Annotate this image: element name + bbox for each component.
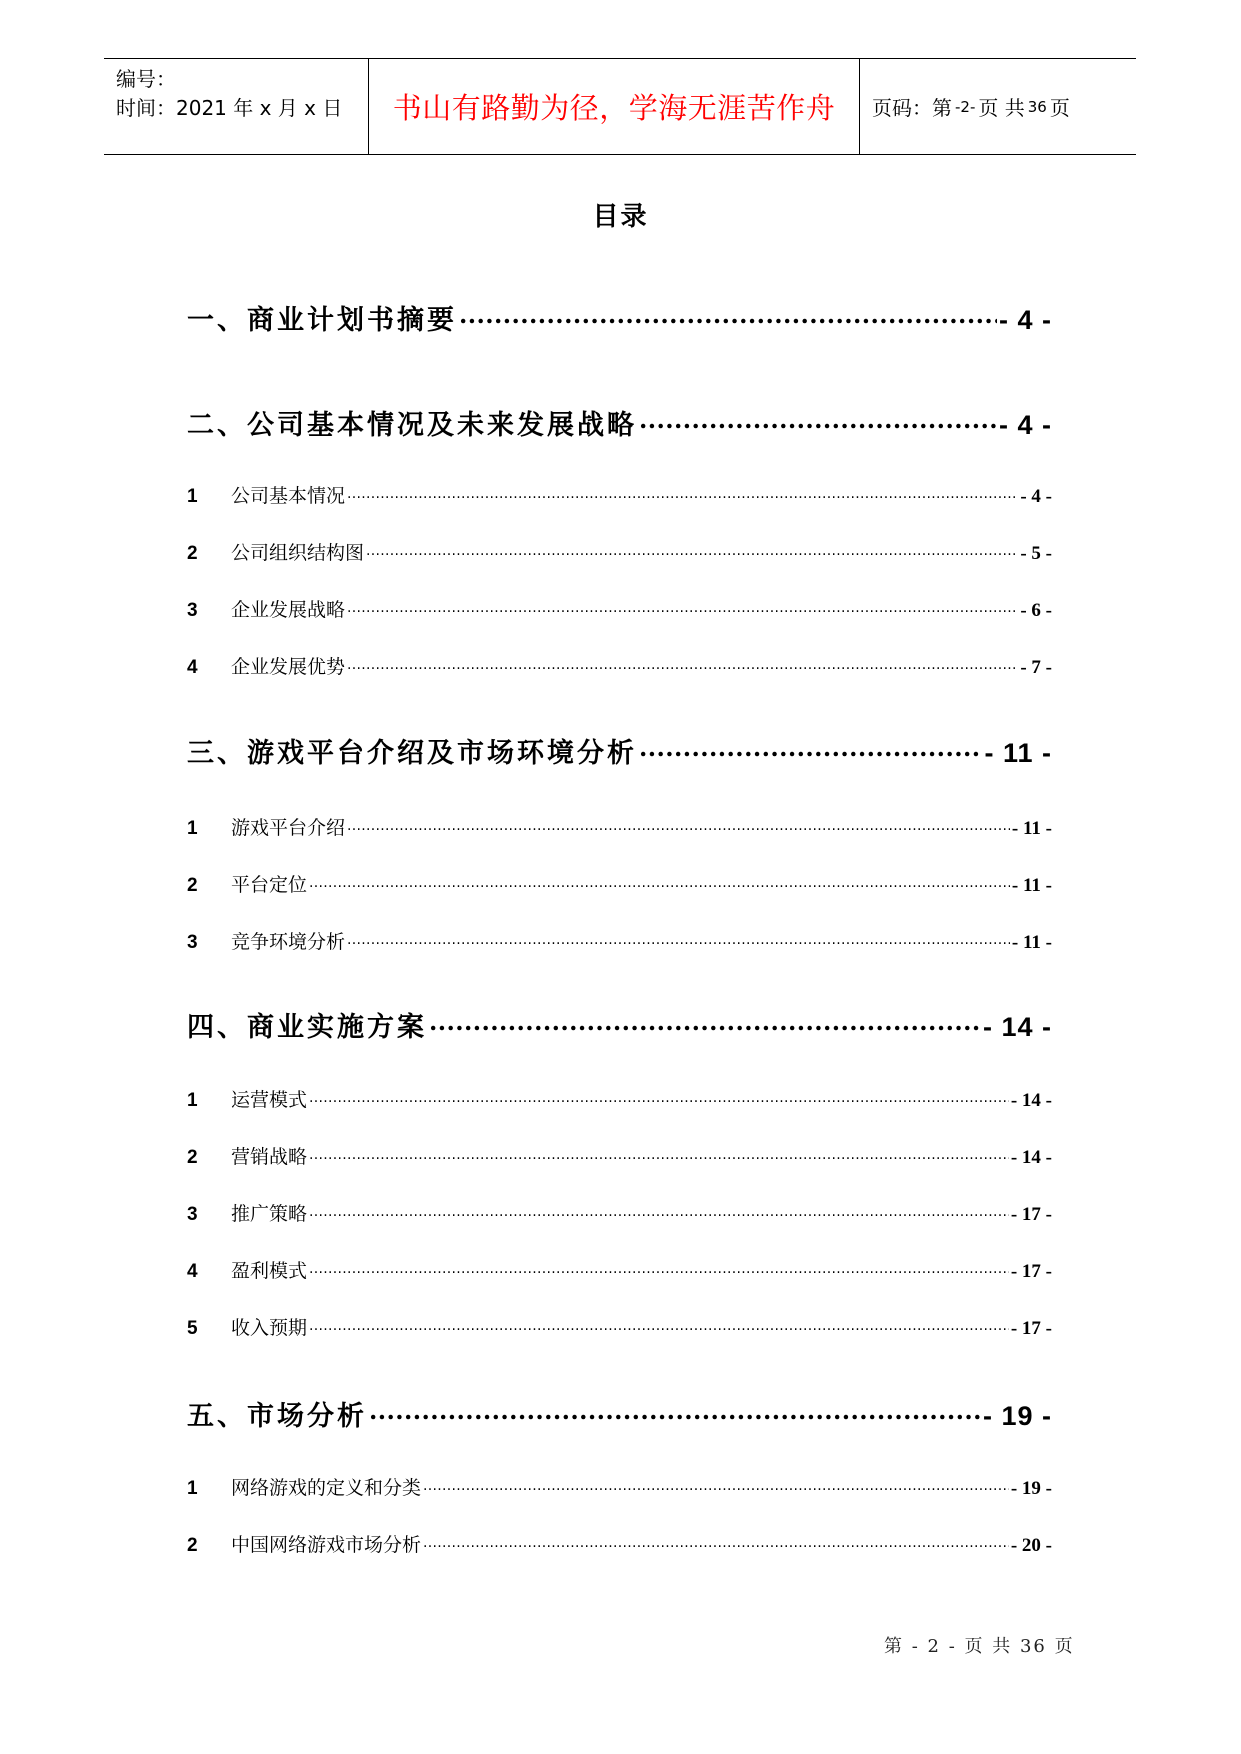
toc-item-number: 3 xyxy=(187,600,198,621)
toc-item-number: 2 xyxy=(187,875,198,896)
toc-section[interactable] xyxy=(187,403,1052,442)
number-label: 编号： xyxy=(116,67,176,91)
time-label: 时间：2021 年 x 月 x 日 xyxy=(116,96,343,120)
toc-item-page: - 20 - xyxy=(1010,1535,1052,1556)
toc-section-page: - 19 - xyxy=(982,1401,1052,1431)
toc-section-label: 四、商业实施方案 xyxy=(187,1012,427,1043)
toc-item-page: - 17 - xyxy=(1010,1318,1052,1339)
toc-section[interactable] xyxy=(187,1005,1052,1044)
toc-leader xyxy=(347,928,1010,948)
toc-leader xyxy=(309,1257,1009,1277)
toc-item-number: 2 xyxy=(187,543,198,564)
toc-item[interactable] xyxy=(187,813,1052,840)
toc-item[interactable] xyxy=(187,1199,1052,1226)
toc-item-number: 3 xyxy=(187,932,198,953)
toc-item-number: 1 xyxy=(187,486,198,507)
toc-item[interactable] xyxy=(187,1256,1052,1283)
toc-leader xyxy=(429,1006,981,1036)
toc-item[interactable] xyxy=(187,1142,1052,1169)
toc-section[interactable] xyxy=(187,1394,1052,1433)
toc-leader xyxy=(347,596,1018,616)
toc-item-number: 4 xyxy=(187,1261,198,1282)
toc-item-page: - 17 - xyxy=(1010,1261,1052,1282)
toc-leader xyxy=(459,299,997,329)
header-meta xyxy=(104,59,369,154)
toc-leader xyxy=(347,653,1018,673)
toc-item-label: 盈利模式 xyxy=(231,1260,308,1282)
toc-item[interactable] xyxy=(187,538,1052,565)
toc-item[interactable] xyxy=(187,1313,1052,1340)
toc-section-label: 三、游戏平台介绍及市场环境分析 xyxy=(187,738,637,769)
toc-item-label: 推广策略 xyxy=(231,1203,308,1225)
toc-item[interactable] xyxy=(187,652,1052,679)
toc-item-page: - 19 - xyxy=(1010,1478,1052,1499)
toc-item-number: 1 xyxy=(187,1478,198,1499)
toc-leader xyxy=(423,1474,1009,1494)
toc-leader xyxy=(423,1531,1009,1551)
toc-item-number: 1 xyxy=(187,1090,198,1111)
toc-item-label: 运营模式 xyxy=(231,1089,308,1111)
toc-leader xyxy=(369,1395,981,1425)
toc-item-number: 2 xyxy=(187,1535,198,1556)
toc-item[interactable] xyxy=(187,1530,1052,1557)
toc-item-page: - 11 - xyxy=(1011,818,1052,839)
toc-section-label: 五、市场分析 xyxy=(187,1401,367,1432)
toc-leader xyxy=(639,732,982,762)
toc-item-label: 网络游戏的定义和分类 xyxy=(231,1477,422,1499)
toc-item-label: 竞争环境分析 xyxy=(231,931,346,953)
toc-item[interactable] xyxy=(187,595,1052,622)
toc-item-page: - 17 - xyxy=(1010,1204,1052,1225)
toc-item-page: - 11 - xyxy=(1011,875,1052,896)
toc-leader xyxy=(309,1086,1009,1106)
toc-item-number: 5 xyxy=(187,1318,198,1339)
page-number: -2- xyxy=(955,97,976,116)
toc-leader xyxy=(366,539,1018,559)
toc-section-page: - 4 - xyxy=(998,410,1052,440)
toc-item-label: 公司基本情况 xyxy=(231,485,346,507)
toc-leader xyxy=(309,871,1010,891)
toc-item-number: 2 xyxy=(187,1147,198,1168)
toc-section[interactable] xyxy=(187,731,1052,770)
toc-section-page: - 14 - xyxy=(982,1012,1052,1042)
page-suffix: 页 共 xyxy=(978,96,1025,120)
toc-item-number: 4 xyxy=(187,657,198,678)
toc-item-page: - 5 - xyxy=(1020,543,1052,564)
page-header xyxy=(104,58,1136,155)
page-total: 36 xyxy=(1027,97,1047,116)
motto: 书山有路勤为径，学海无涯苦作舟 xyxy=(392,91,836,125)
toc-item-label: 公司组织结构图 xyxy=(231,542,365,564)
toc-item[interactable] xyxy=(187,481,1052,508)
toc-item-label: 企业发展优势 xyxy=(231,656,346,678)
toc-item-label: 平台定位 xyxy=(231,874,308,896)
toc-leader xyxy=(639,404,997,434)
page-end: 页 xyxy=(1049,96,1070,120)
toc-item-number: 3 xyxy=(187,1204,198,1225)
toc-section-label: 二、公司基本情况及未来发展战略 xyxy=(187,410,637,441)
page-footer: 第 - 2 - 页 共 36 页 xyxy=(884,1636,1075,1657)
toc-item[interactable] xyxy=(187,870,1052,897)
toc-item-page: - 14 - xyxy=(1010,1147,1052,1168)
toc-item-page: - 7 - xyxy=(1020,657,1052,678)
toc-item-number: 1 xyxy=(187,818,198,839)
toc-leader xyxy=(347,814,1010,834)
toc-section[interactable] xyxy=(187,298,1052,337)
toc-section-page: - 11 - xyxy=(984,738,1052,768)
header-page-info xyxy=(860,59,1136,154)
toc-item-page: - 14 - xyxy=(1010,1090,1052,1111)
toc-item[interactable] xyxy=(187,1473,1052,1500)
toc-item-label: 企业发展战略 xyxy=(231,599,346,621)
toc-leader xyxy=(347,482,1018,502)
toc-item-label: 收入预期 xyxy=(231,1317,308,1339)
toc-item-label: 游戏平台介绍 xyxy=(231,817,346,839)
toc-item-label: 营销战略 xyxy=(231,1146,308,1168)
toc-section-label: 一、商业计划书摘要 xyxy=(187,305,457,336)
toc-item[interactable] xyxy=(187,1085,1052,1112)
toc-leader xyxy=(309,1143,1009,1163)
toc-leader xyxy=(309,1200,1009,1220)
toc-leader xyxy=(309,1314,1009,1334)
toc-item-label: 中国网络游戏市场分析 xyxy=(231,1534,422,1556)
toc-title: 目录 xyxy=(592,202,649,232)
toc-item-page: - 11 - xyxy=(1011,932,1052,953)
toc-section-page: - 4 - xyxy=(998,305,1052,335)
toc-item[interactable] xyxy=(187,927,1052,954)
header-motto-cell xyxy=(369,59,860,154)
page-prefix: 页码：第 xyxy=(872,96,952,120)
toc-item-page: - 4 - xyxy=(1020,486,1052,507)
toc-item-page: - 6 - xyxy=(1020,600,1052,621)
